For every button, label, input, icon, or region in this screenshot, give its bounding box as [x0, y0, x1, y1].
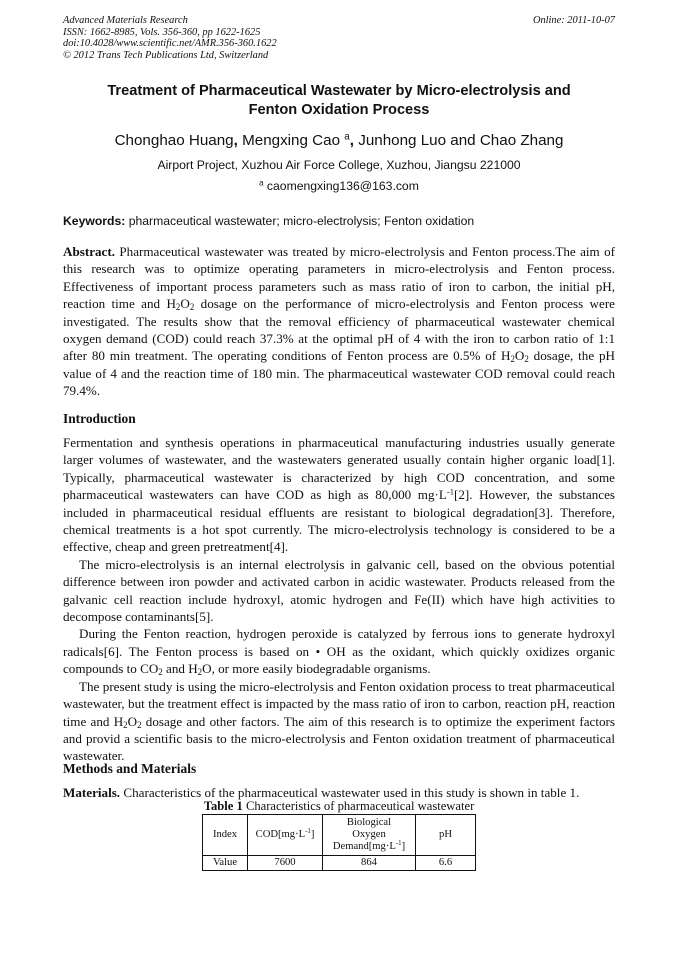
intro-paragraph-4 — [63, 678, 615, 765]
subscript: 2 — [524, 354, 529, 365]
subscript: 2 — [197, 667, 203, 678]
bod-header-line-3 — [326, 841, 412, 853]
materials-text: Characteristics of the pharmaceutical wastewater used in this study is shown in table 1. — [123, 785, 580, 800]
email-address: caomengxing136@163.com — [266, 179, 419, 193]
table-caption — [63, 799, 615, 814]
subscript: 2 — [189, 302, 195, 313]
table-caption-text: Characteristics of pharmaceutical wastewater — [245, 799, 475, 813]
journal-doi: doi:10.4028/www.scientific.net/AMR.356-360.1622 — [63, 38, 277, 50]
email-affiliation-mark: a — [259, 178, 264, 188]
subscript: 2 — [510, 354, 515, 365]
col-header-cod — [248, 815, 323, 856]
author-list — [63, 131, 615, 151]
col-header-index: Index — [203, 815, 248, 856]
author-2: Mengxing Cao — [242, 132, 341, 149]
subscript: 2 — [137, 719, 142, 730]
abstract-o: O — [514, 348, 525, 364]
table-row — [203, 856, 476, 871]
journal-copyright: © 2012 Trans Tech Publications Ltd, Switzerland — [63, 49, 269, 61]
superscript: -1 — [395, 840, 402, 848]
cod-header-text: COD[mg·L — [255, 829, 306, 840]
bod-header-text: Demand[mg·L — [332, 841, 396, 852]
author-separator: , — [233, 132, 243, 149]
intro-paragraph-3 — [63, 625, 615, 677]
introduction-heading: Introduction — [63, 411, 136, 426]
author-2-affiliation-mark: a — [344, 131, 350, 143]
abstract — [63, 243, 615, 400]
bod-header-line-2: Oxygen — [352, 829, 386, 840]
intro-p3-text-end: O, or more easily biodegradable organisms. — [202, 661, 431, 677]
intro-p1-text-cont: [2]. However, the substances included in pharmaceutical residual effluents are resistant to biological degradation[3]. Therefore, chemical treatments is a hot spot currently. The micro-electrolysis technology is considered to be a effective, cheap and green pretreatment[4]. — [63, 487, 615, 555]
keywords-text: pharmaceutical wastewater; micro-electrolysis; Fenton oxidation — [128, 214, 475, 228]
journal-issn: ISSN: 1662-8985, Vols. 356-360, pp 1622-1625 — [63, 26, 261, 38]
abstract-text-1: Pharmaceutical wastewater was treated by micro-electrolysis and Fenton process.The aim of this research was to optimize operating parameters in micro-electrolysis and Fenton process. Effectiveness of important process parameters such as mass ratio of iron to carbon, the initial pH, reaction time and H — [63, 244, 615, 312]
abstract-text-3: dosage, the pH value of 4 and the reaction time of 180 min. The pharmaceutical wastewater COD removal could reach 79.4%. — [63, 348, 615, 399]
intro-p1-text: Fermentation and synthesis operations in pharmaceutical manufacturing industries usually generate larger volumes of wastewater, and the wastewaters generated usually contain higher organic load[1]. Typically, pharmaceutical wastewater is characterized by high COD concentration, and some pharmaceutical wastewaters can have COD as high as 80,000 mg·L — [63, 435, 615, 503]
subscript: 2 — [123, 719, 128, 730]
bod-header-line-1: Biological — [346, 817, 392, 828]
col-header-bod — [323, 815, 416, 856]
author-separator: , — [349, 132, 359, 149]
journal-name: Advanced Materials Research — [63, 15, 188, 26]
online-date: Online: 2011-10-07 — [532, 15, 615, 26]
col-header-ph: pH — [416, 815, 476, 856]
cell-cod-value: 7600 — [248, 856, 323, 871]
intro-p4-text: The present study is using the micro-electrolysis and Fenton oxidation process to treat pharmaceutical wastewater, but the treatment effect is impacted by the mass ratio of iron to carbon, reaction pH, reaction time and H — [63, 678, 615, 729]
affiliation: Airport Project, Xuzhou Air Force College, Xuzhou, Jiangsu 221000 — [157, 158, 521, 172]
author-1: Chonghao Huang — [114, 132, 234, 149]
keywords-label: Keywords: — [63, 214, 126, 228]
abstract-label: Abstract. — [63, 244, 115, 259]
journal-header — [63, 15, 615, 61]
table-header-row — [203, 815, 476, 856]
contact-email — [63, 178, 615, 194]
paper-title — [63, 82, 615, 119]
cell-ph-value: 6.6 — [416, 856, 476, 871]
abstract-o: O — [180, 296, 190, 312]
table-caption-label: Table 1 — [203, 799, 243, 813]
bod-header-bracket: ] — [401, 841, 406, 852]
intro-paragraph-2: The micro-electrolysis is an internal electrolysis in galvanic cell, based on the obvious potential difference between iron powder and activated carbon in acidic wastewater. Products released from the galvanic cell reaction include hydroxyl, atomic hydrogen and Fe(II) which have high activities to decompose contaminants[5]. — [63, 556, 615, 625]
intro-p4-o: O — [127, 713, 138, 729]
superscript: -1 — [446, 486, 454, 497]
cod-header-bracket: ] — [310, 829, 315, 840]
title-line-1: Treatment of Pharmaceutical Wastewater by Micro-electrolysis and — [107, 83, 571, 99]
subscript: 2 — [158, 667, 163, 678]
other-authors: Junhong Luo and Chao Zhang — [358, 132, 564, 149]
intro-p4-text-cont: dosage and other factors. The aim of this research is to optimize the experiment factors and provid a scientific basis to the micro-electrolysis and Fenton oxidation treatment of pharmaceutical wastewater. — [63, 713, 616, 764]
superscript: -1 — [305, 828, 311, 836]
intro-p3-text-cont: and H — [162, 661, 198, 677]
cell-bod-value: 864 — [323, 856, 416, 871]
wastewater-characteristics-table — [202, 814, 476, 871]
methods-heading: Methods and Materials — [63, 761, 197, 776]
intro-paragraph-1 — [63, 434, 615, 556]
introduction-body — [63, 434, 615, 765]
materials-label: Materials. — [63, 785, 121, 800]
title-line-2: Fenton Oxidation Process — [248, 101, 430, 118]
abstract-text-2: dosage on the performance of micro-electrolysis and Fenton process were investigated. The results show that the removal efficiency of pharmaceutical wastewater chemical oxygen demand (COD) could reach 37.3% at the optimal pH of 4 with the iron to carbon ratio of 1:1 after 80 min treatment. The operating conditions of Fenton process are 0.5% of H — [63, 296, 615, 364]
keywords — [63, 213, 615, 229]
subscript: 2 — [175, 302, 181, 313]
cell-row-label: Value — [203, 856, 248, 871]
intro-p3-text: During the Fenton reaction, hydrogen peroxide is catalyzed by ferrous ions to generate hydroxyl radicals[6]. The Fenton process is based on • OH as the oxidant, which quickly oxidizes organic compounds to CO — [63, 626, 615, 677]
